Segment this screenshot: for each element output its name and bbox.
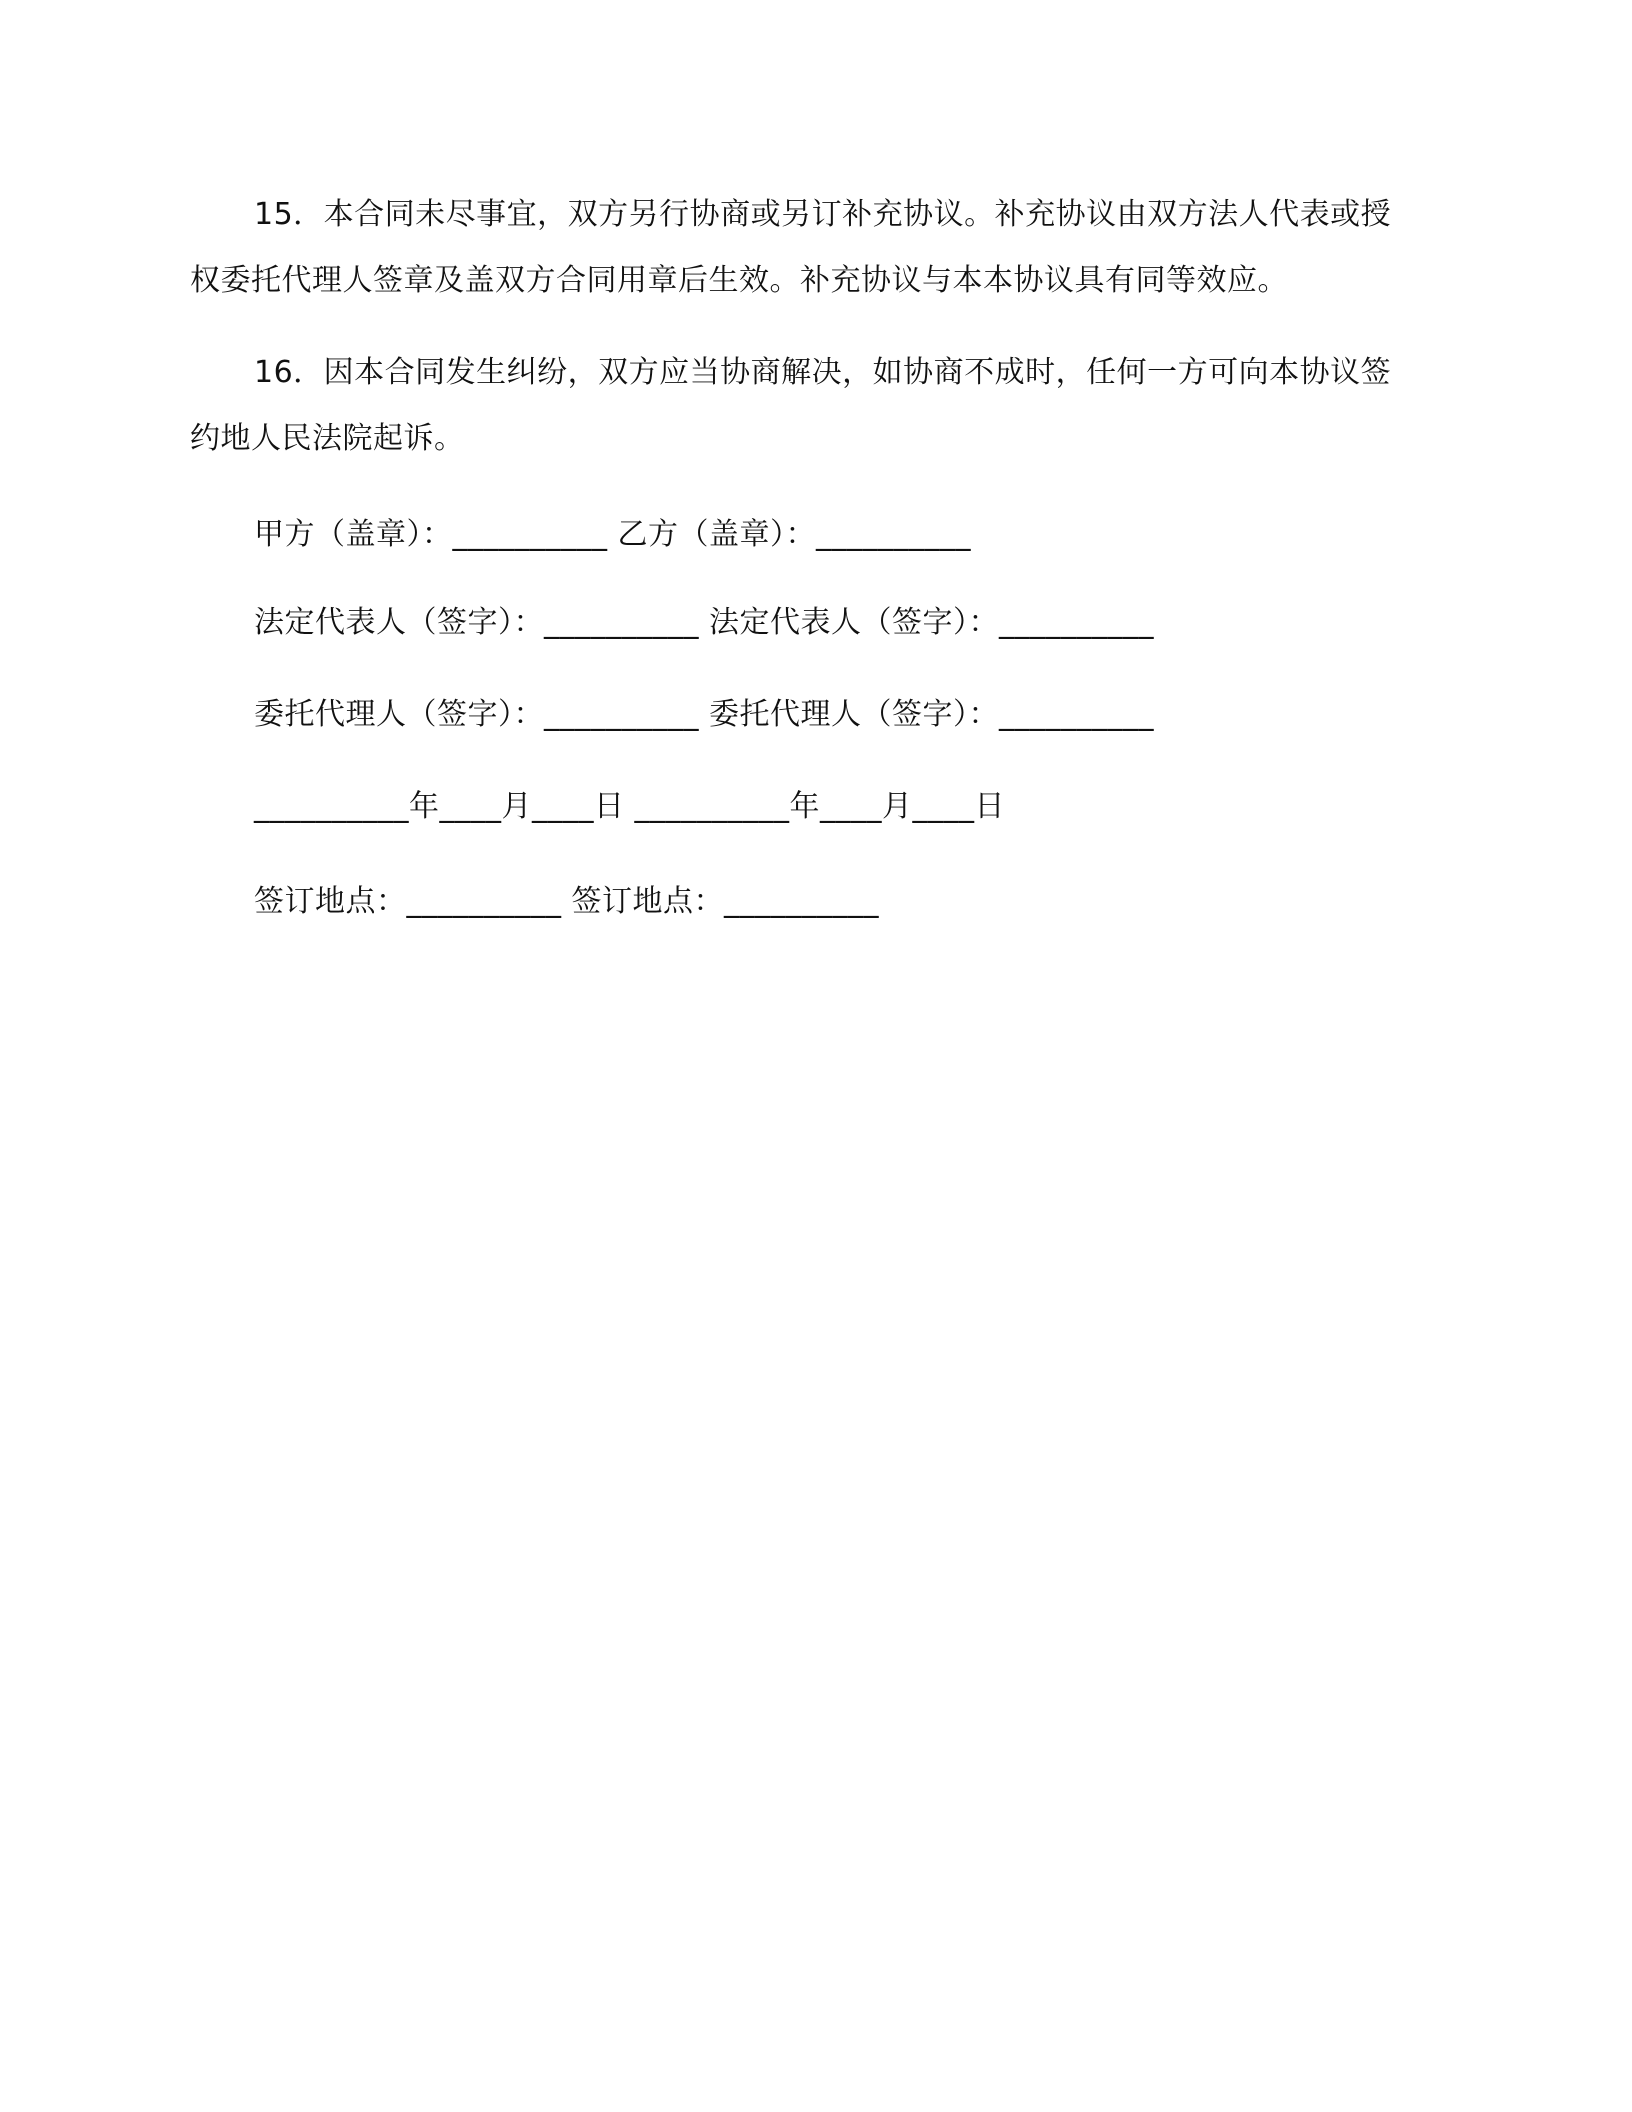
party-seal-line: 甲方（盖章）：__________ 乙方（盖章）：__________ <box>254 517 972 552</box>
signing-place-line: 签订地点：__________ 签订地点：__________ <box>254 884 880 919</box>
authorized-agent-line: 委托代理人（签字）：__________ 委托代理人（签字）：__________ <box>254 697 1155 732</box>
legal-representative-line: 法定代表人（签字）：__________ 法定代表人（签字）：__________ <box>254 605 1155 640</box>
signing-date-line: __________年____月____日 __________年____月____日 <box>254 789 1006 824</box>
clause-15: 15．本合同未尽事宜，双方另行协商或另订补充协议。补充协议由双方法人代表或授权委托代理人签章及盖双方合同用章后生效。补充协议与本本协议具有同等效应。 <box>190 197 1392 298</box>
clause-16: 16．因本合同发生纠纷，双方应当协商解决，如协商不成时，任何一方可向本协议签约地人民法院起诉。 <box>190 355 1392 456</box>
